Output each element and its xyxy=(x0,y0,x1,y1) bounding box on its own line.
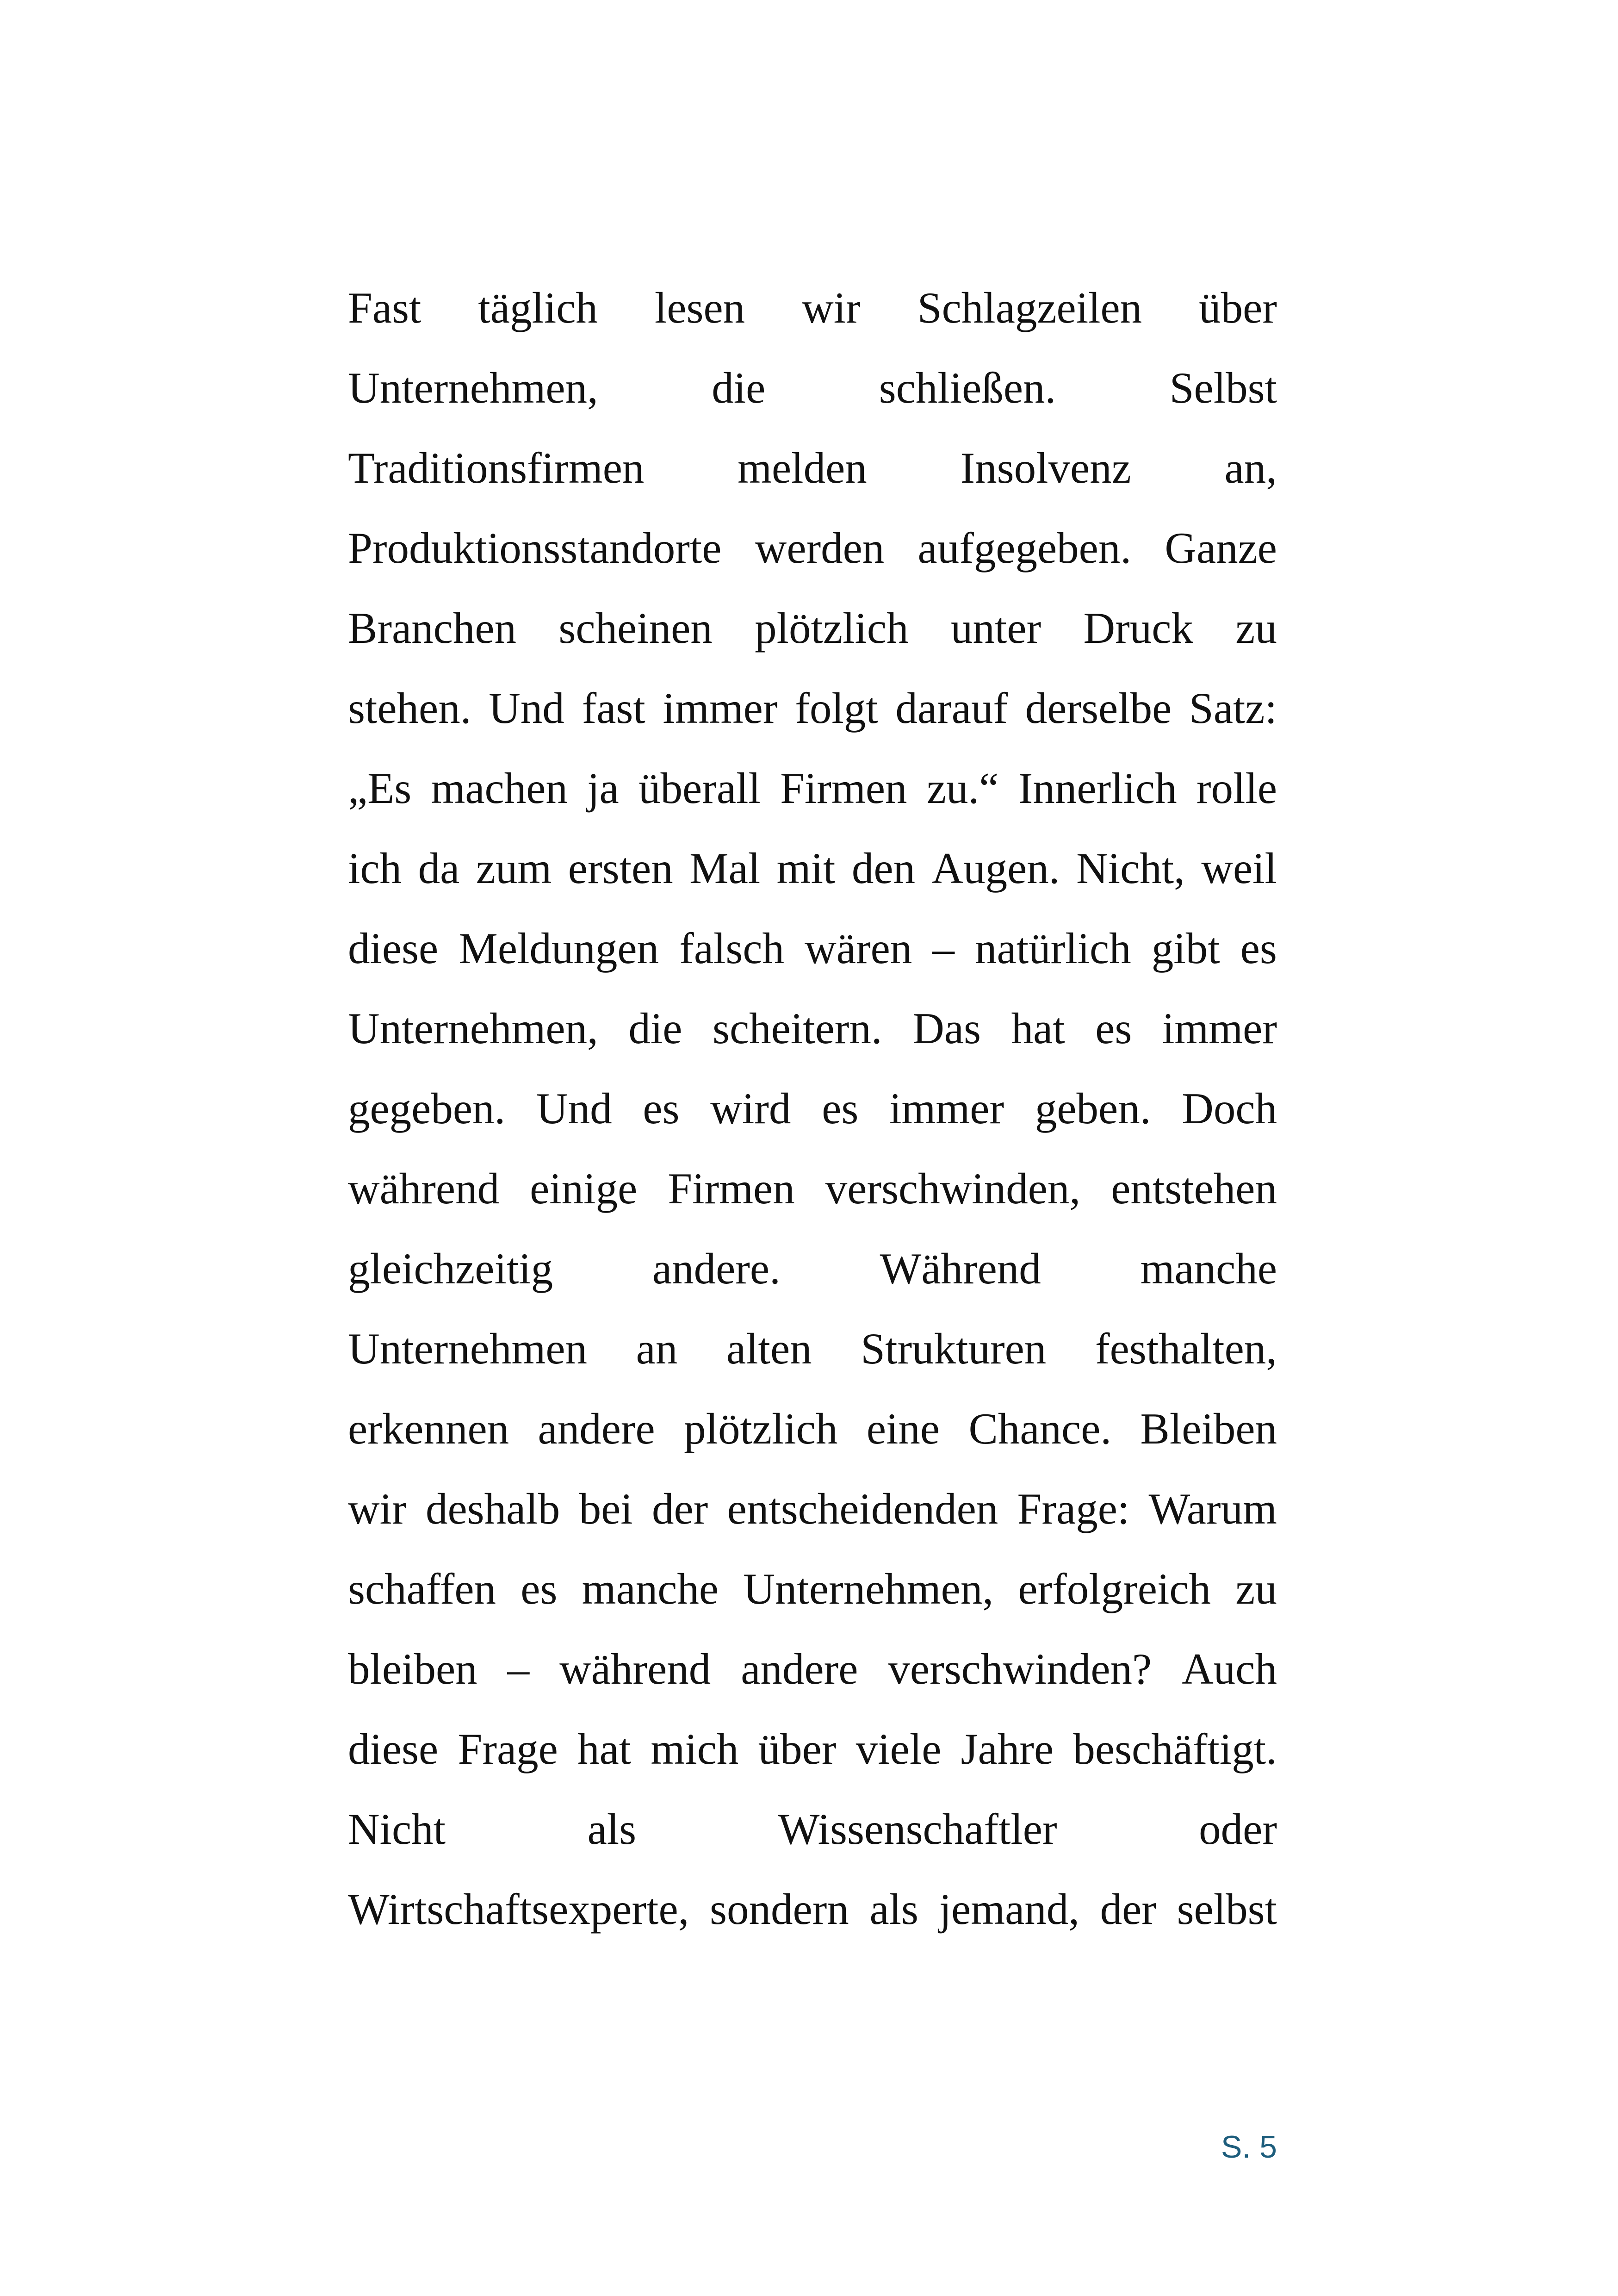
word: gleichzeitig xyxy=(348,1244,553,1293)
word: Firmen xyxy=(780,764,907,813)
word: Mal xyxy=(689,844,761,893)
word: da xyxy=(418,844,460,893)
text-line xyxy=(348,833,1277,913)
text-line xyxy=(348,432,1277,512)
word: eine xyxy=(866,1404,940,1453)
word: Warum xyxy=(1148,1484,1277,1533)
word: bei xyxy=(579,1484,633,1533)
word: falsch xyxy=(679,924,785,973)
word: melden xyxy=(738,443,867,492)
word: beschäftigt. xyxy=(1073,1724,1277,1773)
text-line xyxy=(348,1553,1277,1633)
word: zum xyxy=(476,844,552,893)
word: über xyxy=(1199,283,1277,332)
text-line xyxy=(348,352,1277,432)
word: der xyxy=(651,1484,708,1533)
word: Wissenschaftler xyxy=(778,1804,1057,1854)
word: Strukturen xyxy=(861,1324,1047,1373)
text-line xyxy=(348,1873,1277,1954)
text-line xyxy=(348,672,1277,753)
word: während xyxy=(559,1644,711,1693)
word: natürlich xyxy=(975,924,1131,973)
word: zu xyxy=(1235,1564,1277,1613)
word: an xyxy=(636,1324,678,1373)
word: Selbst xyxy=(1169,363,1277,412)
word: mich xyxy=(651,1724,739,1773)
word: der xyxy=(1100,1885,1156,1934)
word: – xyxy=(507,1644,530,1693)
word: es xyxy=(643,1084,680,1133)
word: gibt xyxy=(1151,924,1220,973)
text-line xyxy=(348,913,1277,993)
word: Frage: xyxy=(1017,1484,1130,1533)
word: zu.“ xyxy=(926,764,999,813)
word: Unternehmen, xyxy=(348,1004,598,1053)
word: manche xyxy=(582,1564,719,1613)
word: schließen. xyxy=(879,363,1056,412)
word: rolle xyxy=(1196,764,1277,813)
word: täglich xyxy=(478,283,598,332)
word: wird xyxy=(710,1084,791,1133)
word: verschwinden, xyxy=(825,1164,1081,1213)
word: derselbe xyxy=(1025,684,1172,733)
word: Unternehmen, xyxy=(743,1564,994,1613)
word: plötzlich xyxy=(755,604,909,653)
word: entstehen xyxy=(1111,1164,1277,1213)
text-line xyxy=(348,512,1277,592)
word: Während xyxy=(880,1244,1041,1293)
word: stehen. xyxy=(348,684,471,733)
word: diese xyxy=(348,924,439,973)
word: andere xyxy=(741,1644,858,1693)
page-number: S. 5 xyxy=(1221,2129,1277,2165)
word: gegeben. xyxy=(348,1084,506,1133)
word: unter xyxy=(950,604,1041,653)
word: aufgegeben. xyxy=(917,523,1132,572)
text-line xyxy=(348,993,1277,1073)
body-text xyxy=(348,272,1277,1954)
word: verschwinden? xyxy=(888,1644,1152,1693)
word: überall xyxy=(639,764,761,813)
text-line xyxy=(348,592,1277,672)
word: den xyxy=(851,844,916,893)
word: Doch xyxy=(1182,1084,1277,1133)
word: zu xyxy=(1235,604,1277,653)
word: – xyxy=(932,924,955,973)
word: Auch xyxy=(1182,1644,1277,1693)
word: es xyxy=(521,1564,558,1613)
text-line xyxy=(348,1073,1277,1153)
text-line xyxy=(348,1713,1277,1793)
word: Insolvenz xyxy=(960,443,1131,492)
word: festhalten, xyxy=(1095,1324,1277,1373)
word: weil xyxy=(1201,844,1277,893)
text-line xyxy=(348,1633,1277,1713)
word: wir xyxy=(802,283,861,332)
word: Satz: xyxy=(1189,684,1277,733)
word: Und xyxy=(489,684,564,733)
text-line xyxy=(348,272,1277,352)
word: oder xyxy=(1199,1804,1277,1854)
word: die xyxy=(712,363,766,412)
text-line xyxy=(348,1793,1277,1873)
word: wären xyxy=(805,924,912,973)
word: deshalb xyxy=(426,1484,560,1533)
word: an, xyxy=(1224,443,1277,492)
word: erfolgreich xyxy=(1018,1564,1211,1613)
word: als xyxy=(869,1885,918,1934)
word: selbst xyxy=(1177,1885,1277,1934)
word: als xyxy=(587,1804,637,1854)
word: hat xyxy=(1011,1004,1065,1053)
word: über xyxy=(758,1724,837,1773)
word: scheitern. xyxy=(713,1004,882,1053)
word: Meldungen xyxy=(459,924,659,973)
word: Frage xyxy=(458,1724,558,1773)
word: Chance. xyxy=(968,1404,1112,1453)
word: andere. xyxy=(652,1244,781,1293)
word: mit xyxy=(776,844,836,893)
word: Wirtschaftsexperte, xyxy=(348,1885,689,1934)
text-line xyxy=(348,753,1277,833)
word: Augen. xyxy=(931,844,1060,893)
word: Produktionsstandorte xyxy=(348,523,722,572)
word: Ganze xyxy=(1165,523,1277,572)
word: andere xyxy=(538,1404,655,1453)
word: geben. xyxy=(1035,1084,1151,1133)
text-line xyxy=(348,1153,1277,1233)
word: entscheidenden xyxy=(727,1484,998,1533)
word: Traditionsfirmen xyxy=(348,443,645,492)
word: darauf xyxy=(895,684,1008,733)
word: fast xyxy=(582,684,645,733)
word: folgt xyxy=(795,684,878,733)
word: werden xyxy=(755,523,885,572)
word: schaffen xyxy=(348,1564,496,1613)
word: bleiben xyxy=(348,1644,477,1693)
word: Und xyxy=(536,1084,612,1133)
word: ersten xyxy=(568,844,673,893)
text-line xyxy=(348,1473,1277,1553)
word: erkennen xyxy=(348,1404,509,1453)
word: während xyxy=(348,1164,500,1213)
text-line xyxy=(348,1233,1277,1313)
word: diese xyxy=(348,1724,439,1773)
word: Branchen xyxy=(348,604,516,653)
word: Jahre xyxy=(961,1724,1054,1773)
word: manche xyxy=(1140,1244,1277,1293)
word: machen xyxy=(431,764,568,813)
word: scheinen xyxy=(558,604,713,653)
word: es xyxy=(1095,1004,1132,1053)
word: Firmen xyxy=(668,1164,795,1213)
word: Fast xyxy=(348,283,422,332)
word: immer xyxy=(663,684,778,733)
word: einige xyxy=(530,1164,638,1213)
word: ja xyxy=(587,764,619,813)
word: plötzlich xyxy=(684,1404,838,1453)
word: Schlagzeilen xyxy=(917,283,1142,332)
word: Unternehmen xyxy=(348,1324,588,1373)
text-line xyxy=(348,1313,1277,1393)
word: Nicht xyxy=(348,1804,446,1854)
word: ich xyxy=(348,844,402,893)
word: Bleiben xyxy=(1140,1404,1277,1453)
word: sondern xyxy=(710,1885,849,1934)
word: „Es xyxy=(348,764,412,813)
word: hat xyxy=(577,1724,632,1773)
word: Druck xyxy=(1083,604,1193,653)
word: Unternehmen, xyxy=(348,363,598,412)
word: viele xyxy=(855,1724,942,1773)
word: es xyxy=(1240,924,1277,973)
word: die xyxy=(628,1004,682,1053)
word: alten xyxy=(726,1324,812,1373)
word: immer xyxy=(889,1084,1004,1133)
text-line xyxy=(348,1393,1277,1473)
word: Innerlich xyxy=(1018,764,1177,813)
word: immer xyxy=(1162,1004,1277,1053)
word: es xyxy=(822,1084,859,1133)
word: Nicht, xyxy=(1076,844,1185,893)
word: jemand, xyxy=(939,1885,1079,1934)
word: Das xyxy=(912,1004,981,1053)
word: wir xyxy=(348,1484,407,1533)
word: lesen xyxy=(654,283,745,332)
